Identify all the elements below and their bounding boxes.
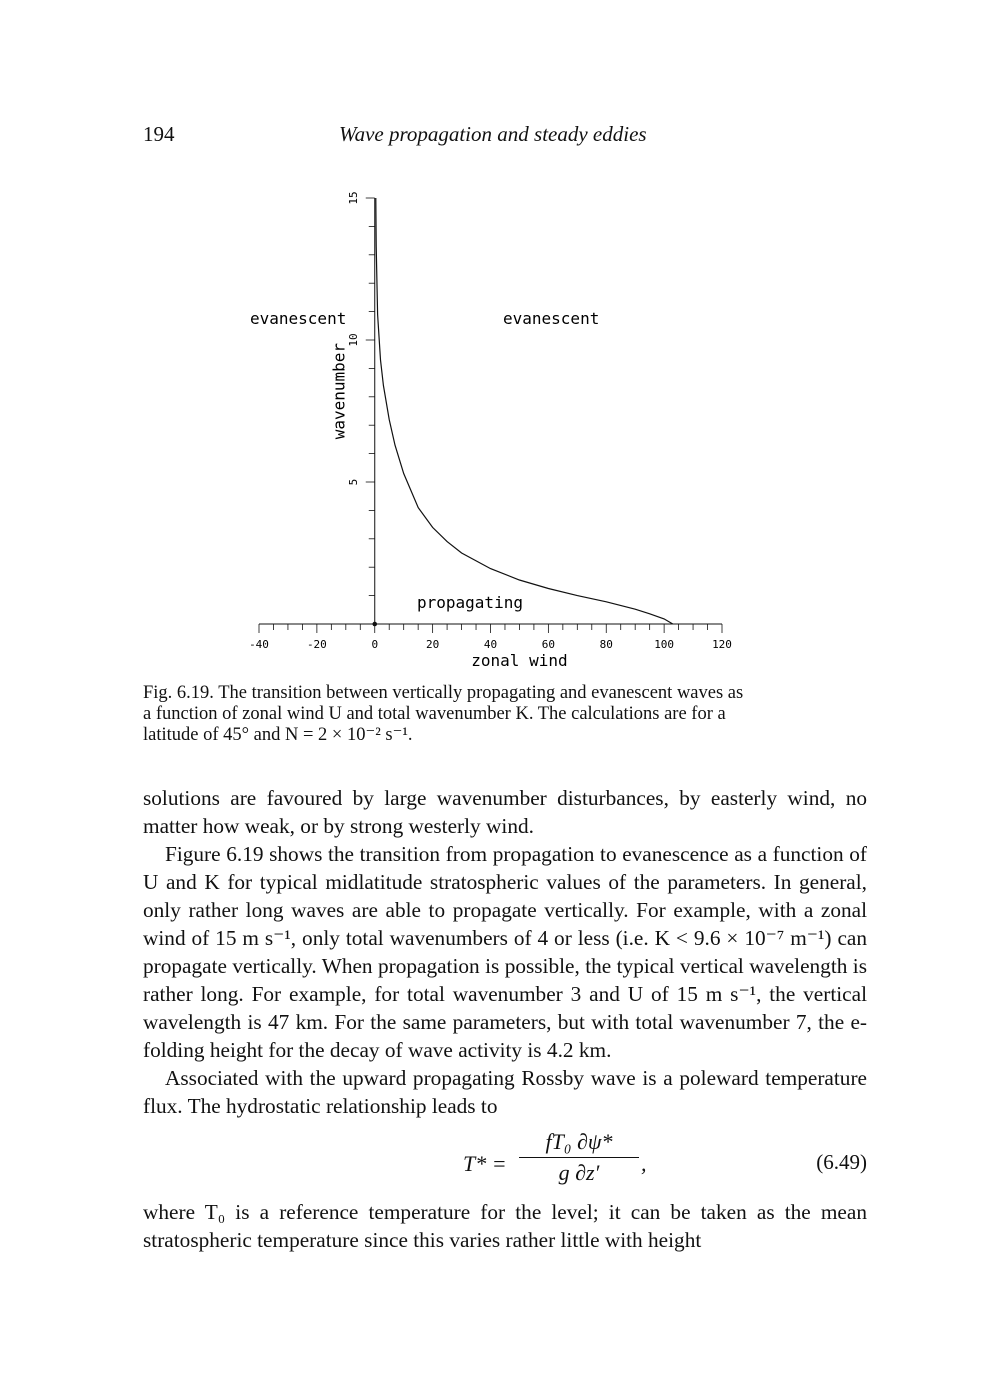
equation-number: (6.49) [816,1150,867,1174]
figure-6-19-chart [0,0,1008,690]
page-number: 194 [143,122,175,146]
paragraph: Associated with the upward propagating Rossby wave is a poleward temperature flux. The hydrostatic relationship leads to [143,1066,867,1118]
equation-comma: , [641,1151,647,1176]
x-axis-label: zonal wind [471,651,568,670]
body-text [143,784,867,1254]
x-tick-label: -20 [306,638,327,651]
y-axis-label: wavenumber [329,342,349,440]
x-tick-label: 120 [712,638,732,651]
y-tick-label: 5 [346,478,360,486]
x-tick-label: 80 [599,638,613,651]
equation-numerator: fT₀ ∂ψ* [519,1128,639,1158]
caption-line: a function of zonal wind U and total wavenumber K. The calculations are for a [143,704,726,724]
transition-curve [376,198,673,624]
x-tick-label: 60 [541,638,555,651]
caption-line: Fig. 6.19. The transition between vertically propagating and evanescent waves as [143,683,744,703]
chart-axes [259,198,722,626]
x-tick-label: -40 [249,638,269,651]
figure-caption [143,683,867,746]
equation-lhs: T* = [463,1151,507,1176]
region-label: evanescent [250,309,347,328]
y-tick-label: 10 [346,333,360,347]
x-tick-label: 40 [483,638,498,651]
x-tick-label: 0 [371,638,379,651]
equation-denominator: g ∂z′ [558,1160,600,1185]
y-tick-label: 15 [346,191,360,205]
equation-6-49 [143,1120,867,1198]
paragraph: Figure 6.19 shows the transition from propagation to evanescence as a function of U and K for typical midlatitude stratospheric values of the parameters. In general, only rather long waves are able to propagate vertically. For example, with a zonal wind of 15 m s⁻¹, only total wavenumbers of 4 or less (i.e. K < 9.6 × 10⁻⁷ m⁻¹) can propagate vertically. When propagation is possible, the typical vertical wavelength is rather long. For example, for total wavenumber 3 and U of 15 m s⁻¹, the vertical wavelength is 47 km. For the same parameters, but with total wavenumber 7, the e-folding height for the decay of wave activity is 4.2 km. [143,842,867,1062]
equation-fraction [519,1128,639,1187]
caption-line: latitude of 45° and N = 2 × 10⁻² s⁻¹. [143,725,413,745]
chart-ticks [259,198,722,633]
region-label: evanescent [503,309,600,328]
x-tick-label: 100 [654,638,675,651]
x-tick-label: 20 [426,638,440,651]
region-label: propagating [417,593,523,612]
running-title: Wave propagation and steady eddies [339,122,647,146]
chart-labels [249,191,732,670]
paragraph: where T₀ is a reference temperature for the level; it can be taken as the mean stratospheric temperature since this varies rather little with height [143,1200,867,1252]
paragraph: solutions are favoured by large wavenumber disturbances, by easterly wind, no matter how weak, or by strong westerly wind. [143,786,867,838]
